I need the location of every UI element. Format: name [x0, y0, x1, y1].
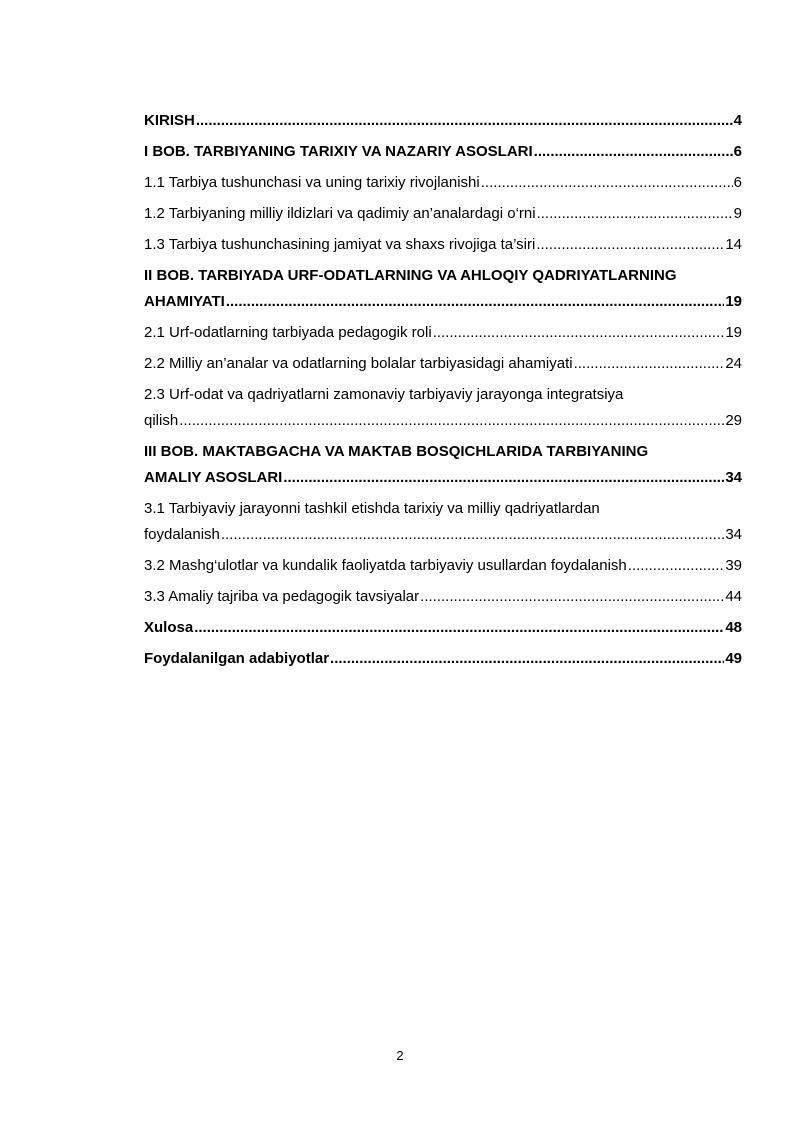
toc-entry[interactable] — [144, 382, 742, 434]
dot-leader — [283, 465, 724, 491]
toc-entry[interactable] — [144, 108, 742, 134]
toc-entry[interactable] — [144, 351, 742, 377]
toc-entry-page-number: 19 — [725, 324, 742, 341]
toc-entry-page-number: 6 — [733, 143, 742, 160]
toc-entry-title: KIRISH — [144, 112, 195, 129]
toc-entry-title: 1.1 Tarbiya tushunchasi va uning tarixiy rivojlanishi — [144, 174, 480, 191]
toc-entry-title: 1.2 Tarbiyaning milliy ildizlari va qadimiy an’analardagi o‘rni — [144, 205, 536, 222]
toc-entry-page-number: 29 — [725, 412, 742, 429]
toc-entry-line — [144, 553, 742, 579]
toc-entry-line — [144, 584, 742, 610]
toc-entry[interactable] — [144, 439, 742, 491]
toc-entry-line — [144, 201, 742, 227]
toc-entry[interactable] — [144, 232, 742, 258]
toc-entry-title: 3.2 Mashg‘ulotlar va kundalik faoliyatda tarbiyaviy usullardan foydalanish — [144, 557, 627, 574]
dot-leader — [330, 646, 724, 672]
dot-leader — [534, 139, 733, 165]
toc-entry-page-number: 6 — [733, 174, 742, 191]
toc-entry-page-number: 34 — [725, 526, 742, 543]
toc-entry-page-number: 4 — [733, 112, 742, 129]
toc-entry-title: 2.1 Urf-odatlarning tarbiyada pedagogik roli — [144, 324, 432, 341]
table-of-contents — [144, 108, 742, 677]
toc-entry[interactable] — [144, 263, 742, 315]
toc-entry-title: I BOB. TARBIYANING TARIXIY VA NAZARIY ASOSLARI — [144, 143, 533, 160]
toc-entry-line — [144, 108, 742, 134]
toc-entry-page-number: 9 — [733, 205, 742, 222]
toc-entry-page-number: 19 — [725, 293, 742, 310]
toc-entry-line — [144, 408, 742, 434]
toc-entry-page-number: 48 — [725, 619, 742, 636]
dot-leader — [628, 553, 725, 579]
toc-entry[interactable] — [144, 584, 742, 610]
toc-entry-line — [144, 289, 742, 315]
toc-entry-line — [144, 232, 742, 258]
toc-entry-line — [144, 522, 742, 548]
dot-leader — [574, 351, 725, 377]
toc-entry-title: Xulosa — [144, 619, 194, 636]
dot-leader — [194, 615, 724, 641]
toc-entry[interactable] — [144, 139, 742, 165]
toc-entry-line — [144, 139, 742, 165]
toc-entry-line — [144, 615, 742, 641]
toc-entry-page-number: 14 — [725, 236, 742, 253]
toc-entry-line — [144, 170, 742, 196]
dot-leader — [179, 408, 724, 434]
dot-leader — [433, 320, 725, 346]
toc-entry-page-number: 49 — [725, 650, 742, 667]
toc-entry-page-number: 34 — [725, 469, 742, 486]
dot-leader — [536, 232, 724, 258]
toc-entry-page-number: 44 — [725, 588, 742, 605]
toc-entry-page-number: 39 — [725, 557, 742, 574]
toc-entry-line — [144, 320, 742, 346]
toc-entry-title-line: II BOB. TARBIYADA URF-ODATLARNING VA AHLOQIY QADRIYATLARNING — [144, 267, 677, 284]
toc-entry-line — [144, 465, 742, 491]
dot-leader — [537, 201, 733, 227]
toc-entry[interactable] — [144, 553, 742, 579]
toc-entry-title-line: 2.3 Urf-odat va qadriyatlarni zamonaviy tarbiyaviy jarayonga integratsiya — [144, 386, 624, 403]
toc-entry-title: foydalanish — [144, 526, 220, 543]
toc-entry[interactable] — [144, 615, 742, 641]
toc-entry-line — [144, 646, 742, 672]
dot-leader — [420, 584, 724, 610]
toc-entry[interactable] — [144, 170, 742, 196]
toc-entry[interactable] — [144, 320, 742, 346]
page-number: 2 — [396, 1048, 404, 1063]
toc-entry[interactable] — [144, 201, 742, 227]
toc-entry-title: qilish — [144, 412, 179, 429]
toc-entry-page-number: 24 — [725, 355, 742, 372]
toc-entry-line — [144, 351, 742, 377]
toc-entry-title-line: 3.1 Tarbiyaviy jarayonni tashkil etishda tarixiy va milliy qadriyatlardan — [144, 500, 600, 517]
toc-entry-title: AMALIY ASOSLARI — [144, 469, 283, 486]
toc-entry-title: AHAMIYATI — [144, 293, 225, 310]
dot-leader — [221, 522, 724, 548]
toc-entry[interactable] — [144, 646, 742, 672]
dot-leader — [226, 289, 724, 315]
toc-entry-title: 1.3 Tarbiya tushunchasining jamiyat va shaxs rivojiga ta’siri — [144, 236, 536, 253]
dot-leader — [196, 108, 733, 134]
toc-entry-title: Foydalanilgan adabiyotlar — [144, 650, 330, 667]
toc-entry[interactable] — [144, 496, 742, 548]
toc-entry-title: 3.3 Amaliy tajriba va pedagogik tavsiyalar — [144, 588, 420, 605]
dot-leader — [481, 170, 733, 196]
toc-entry-title: 2.2 Milliy an’analar va odatlarning bolalar tarbiyasidagi ahamiyati — [144, 355, 573, 372]
toc-entry-title-line: III BOB. MAKTABGACHA VA MAKTAB BOSQICHLARIDA TARBIYANING — [144, 443, 649, 460]
